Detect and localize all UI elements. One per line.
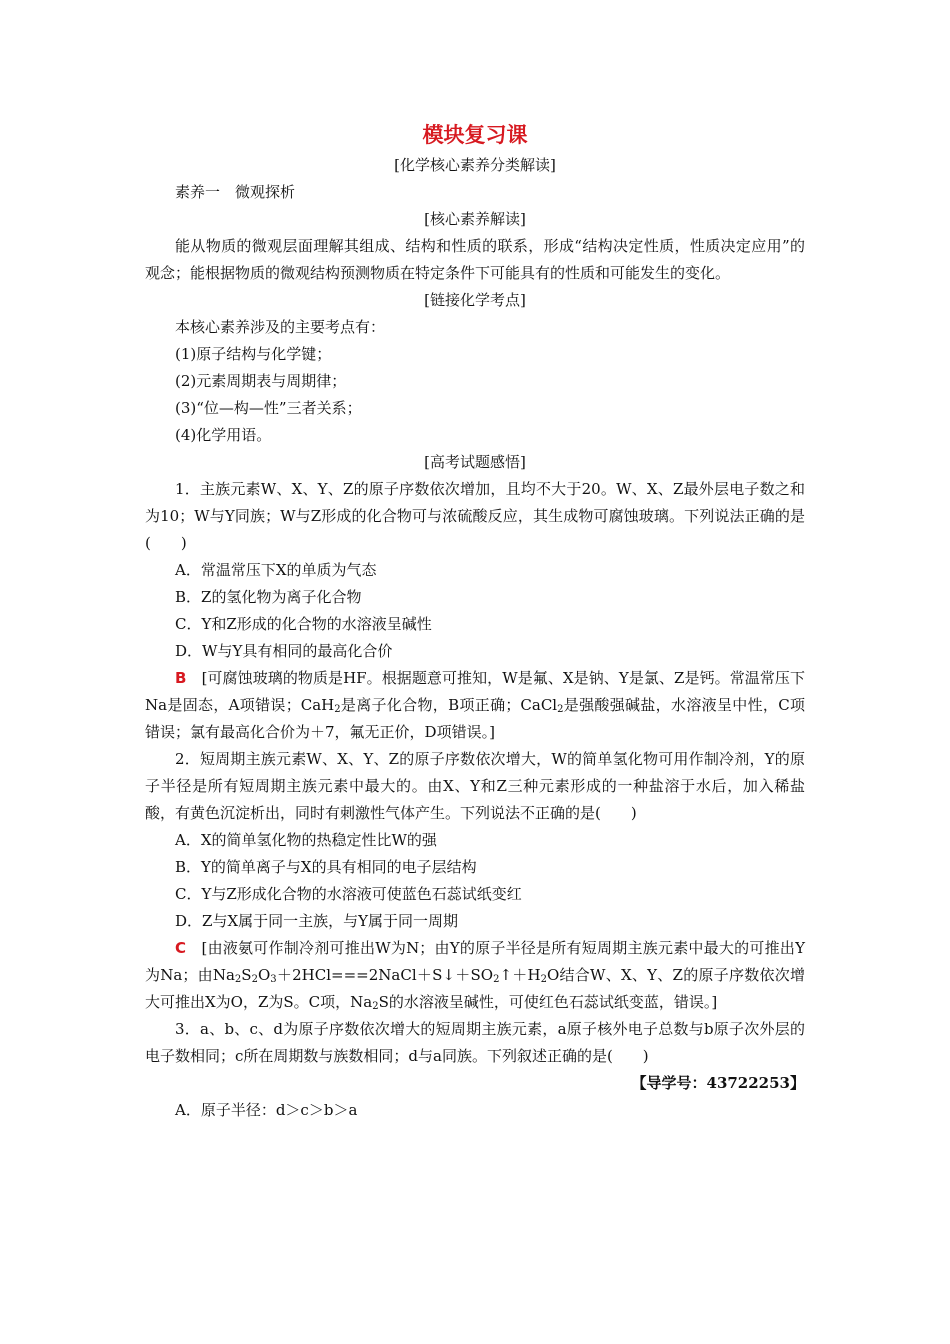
core-text: 能从物质的微观层面理解其组成、结构和性质的联系，形成“结构决定性质，性质决定应用”的观念；能根据物质的微观结构预测物质在特定条件下可能具有的性质和可能发生的变化。 [145, 237, 805, 282]
question-2-option-d: D．Z与X属于同一主族，与Y属于同一周期 [175, 912, 459, 930]
question-1-option-b: B．Z的氢化物为离子化合物 [175, 588, 362, 606]
subtitle: [化学核心素养分类解读] [394, 156, 556, 174]
page-title: 模块复习课 [422, 122, 528, 147]
question-1-answer: B [175, 669, 187, 687]
question-3-stem: 3．a、b、c、d为原子序数依次增大的短周期主族元素，a原子核外电子总数与b原子次外层的电子数相同；c所在周期数与族数相同；d与a同族。下列叙述正确的是( ) [145, 1020, 805, 1065]
link-item: (3)“位—构—性”三者关系； [175, 399, 362, 417]
heading-core: [核心素养解读] [424, 210, 526, 228]
document-page [145, 120, 805, 1124]
question-2-option-a: A．X的简单氢化物的热稳定性比W的强 [175, 831, 437, 849]
section-heading: 素养一 微观探析 [175, 183, 296, 201]
heading-link: [链接化学考点] [424, 291, 526, 309]
question-1-explanation: B [可腐蚀玻璃的物质是HF。根据题意可推知，W是氟、X是钠、Y是氯、Z是钙。常温常压下Na是固态，A项错误；CaH$_2$是离子化合物，B项正确；CaCl$_2$是强酸强碱盐，水溶液呈中性，C项错误；氯有最高化合价为＋7，氟无正价，D项错误。] [145, 669, 805, 741]
question-1-stem: 1．主族元素W、X、Y、Z的原子序数依次增加，且均不大于20。W、X、Z最外层电子数之和为10；W与Y同族；W与Z形成的化合物可与浓硫酸反应，其生成物可腐蚀玻璃。下列说法正确的是( ) [145, 480, 805, 552]
question-2-stem: 2．短周期主族元素W、X、Y、Z的原子序数依次增大，W的简单氢化物可用作制冷剂，Y的原子半径是所有短周期主族元素中最大的。由X、Y和Z三种元素形成的一种盐溶于水后，加入稀盐酸，有黄色沉淀析出，同时有刺激性气体产生。下列说法不正确的是( ) [145, 750, 805, 822]
question-2-explanation: C [由液氨可作制冷剂可推出W为N；由Y的原子半径是所有短周期主族元素中最大的可推出Y为Na；由$Na_2S_2O_3+2HCl===2NaCl+S↓+SO_2↑+H_2O$结合W、X、Y、Z的原子序数依次增大可推出X为O，Z为S。C项，$Na_2S$的水溶液呈碱性，可使红色石蕊试纸变蓝，错误。] [145, 939, 805, 1012]
question-1-option-a: A．常温常压下X的单质为气态 [175, 561, 377, 579]
guide-number: 【导学号：43722253】 [631, 1074, 805, 1092]
question-1-option-d: D．W与Y具有相同的最高化合价 [175, 642, 393, 660]
question-1-option-c: C．Y和Z形成的化合物的水溶液呈碱性 [175, 615, 432, 633]
question-2-option-b: B．Y的简单离子与X的具有相同的电子层结构 [175, 858, 477, 876]
question-2-option-c: C．Y与Z形成化合物的水溶液可使蓝色石蕊试纸变红 [175, 885, 522, 903]
question-2-answer: C [175, 939, 187, 957]
link-item: (2)元素周期表与周期律； [175, 372, 347, 390]
link-item: (1)原子结构与化学键； [175, 345, 332, 363]
link-intro: 本核心素养涉及的主要考点有： [175, 318, 386, 336]
link-item: (4)化学用语。 [175, 426, 272, 444]
heading-exam: [高考试题感悟] [424, 453, 526, 471]
question-3-option-a: A．原子半径：d＞c＞b＞a [175, 1101, 358, 1119]
